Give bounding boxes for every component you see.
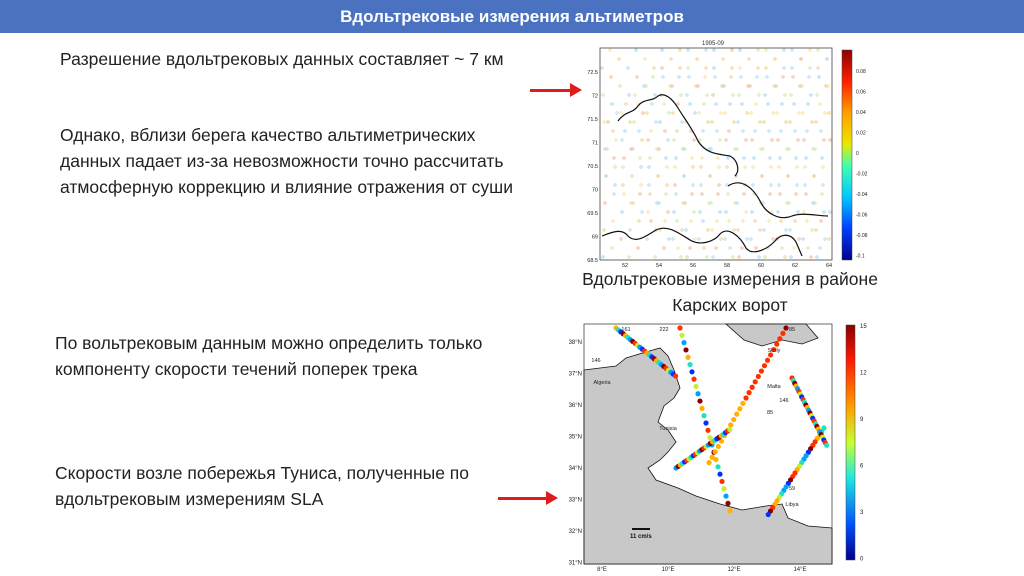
map2-track-label: 161 [621,327,631,333]
map2-place-label: Malta [767,384,781,390]
map1-y-tick: 70 [591,187,598,194]
map1-colorbar-tick: 0.04 [856,110,866,116]
map2-track-point [710,455,715,460]
map2-track-point [677,325,682,330]
page-title: Вдольтрековые измерения альтиметров [0,0,1024,33]
map2-track-point [765,358,770,363]
map2-track-label: 85 [788,327,796,333]
map2-colorbar [846,325,855,560]
map2-track-point [750,385,755,390]
map1-colorbar-tick: 0.06 [856,89,866,96]
map2-track-point [691,377,696,382]
map2-x-tick: 10°E [661,567,675,573]
map1-colorbar-tick: -0.06 [856,212,868,219]
arrow-to-map1 [530,89,572,92]
map2-track-point [746,390,751,395]
map2-track-point [740,401,745,406]
map2-track-point [759,368,764,373]
scale-label: 11 cm/s [630,534,652,540]
map2-y-tick: 33°N [568,497,582,504]
map2-track-point [780,331,785,336]
map2-track-point [719,479,724,484]
arrow-to-map2 [498,497,548,500]
map2-track-point [756,374,761,379]
map2-colorbar-tick: 3 [860,510,864,516]
map2-track-label: 146 [591,358,601,364]
map2-track-point [706,460,711,465]
map2-track-label: 146 [779,398,789,404]
map1-y-tick: 72 [591,93,598,100]
text-velocity-component: По вольтрековым данным можно определить только компоненту скорости течений поперек трека [55,333,483,379]
map2-y-tick: 34°N [568,466,582,472]
map1-colorbar [842,50,852,260]
map2-track-point [725,501,730,506]
map2-colorbar-tick: 6 [860,463,864,470]
map2-x-tick: 12°E [727,567,741,573]
map-tunisia [556,318,886,576]
map2-track-label: 222 [659,327,669,333]
map2-track-point [693,384,698,389]
map1-y-tick: 69.5 [587,211,598,217]
map2-track-point [679,333,684,338]
map1-x-tick: 54 [655,263,663,268]
text-tunisia-velocities: Скорости возле побережья Туниса, полученные по вдольтрековым измерениям SLA [55,463,470,509]
map2-colorbar-tick: 15 [860,324,867,330]
map2-colorbar-tick: 12 [860,370,867,377]
map1-y-tick: 71.5 [587,117,598,123]
map2-track-point [743,395,748,400]
map2-track-point [705,428,710,433]
map2-track-point [699,406,704,411]
map1-colorbar-tick: 0.08 [856,69,866,75]
map1-y-tick: 68.5 [587,258,598,264]
map2-track-label: 59 [788,486,796,492]
map2-track-point [774,342,779,347]
map2-colorbar-tick: 9 [860,417,864,423]
map2-track-point [762,363,767,368]
map1-colorbar-tick: 0 [856,151,859,157]
map1-colorbar-tick: -0.02 [856,171,868,178]
map1-y-tick: 70.5 [587,164,598,170]
map1-y-tick: 69 [591,234,598,241]
map2-place-label: Libya [785,502,799,508]
map2-track-point [824,443,829,448]
map2-track-point [727,427,732,432]
map1-x-tick: 64 [825,263,833,268]
text-coastal-quality: Однако, вблизи берега качество альтиметрических данных падает из-за невозможности точно рассчитать атмосферную коррекцию и влияние отражения от суши [60,125,513,197]
map2-y-tick: 37°N [568,371,582,378]
map2-place-label: Tunisia [659,426,677,432]
map2-track-point [728,422,733,427]
map2-track-point [723,493,728,498]
map2-track-point [673,373,678,378]
map2-y-tick: 38°N [568,340,582,346]
map2-track-point [695,391,700,396]
map2-track-point [777,336,782,341]
map2-track-point [727,508,732,513]
map1-colorbar-tick: -0.04 [856,192,868,198]
map2-track-point [683,347,688,352]
map2-track-point [713,449,718,454]
map1-x-tick: 52 [621,263,629,268]
map2-place-label: Sicily [767,348,781,354]
map2-track-point [731,417,736,422]
map1-colorbar-tick: -0.08 [856,233,868,239]
map2-x-tick: 8°E [597,567,607,573]
map1-x-tick: 60 [757,263,765,268]
map1-title: 1995-09 [701,41,725,47]
map1-x-tick: 62 [791,263,799,268]
map2-y-tick: 31°N [568,560,582,567]
map2-y-tick: 36°N [568,403,582,409]
map2-place-label: Algeria [593,380,611,386]
map1-colorbar-tick: 0.02 [856,130,866,137]
map1-colorbar-tick: -0.1 [856,253,865,260]
map2-track-point [701,413,706,418]
map2-x-tick: 14°E [793,567,807,573]
text-resolution: Разрешение вдольтрековых данных составляет ~ 7 км [60,49,504,69]
map2-track-point [685,355,690,360]
map-kara-gates [580,36,870,268]
map2-track-point [703,420,708,425]
map1-y-tick: 72.5 [587,70,598,76]
map2-track-point [689,369,694,374]
map1-caption: Вдольтрековые измерения в районе Карских ворот [582,269,878,315]
map2-track-point [766,512,771,517]
map2-track-point [715,464,720,469]
map2-track-point [721,486,726,491]
map2-track-label: 85 [766,410,774,416]
map2-track-point [717,472,722,477]
map2-track-point [681,340,686,345]
map2-colorbar-tick: 0 [860,556,864,563]
map2-y-tick: 32°N [568,529,582,535]
map2-y-tick: 35°N [568,434,582,441]
map2-track-point [783,325,788,330]
map2-track-point [734,412,739,417]
map1-x-tick: 56 [689,263,697,268]
map2-track-point [697,398,702,403]
map1-x-tick: 58 [723,263,731,268]
map2-track-point [716,444,721,449]
scale-bar [632,528,650,530]
map1-y-tick: 71 [591,140,598,147]
map2-track-point [753,379,758,384]
map2-track-point [737,406,742,411]
map2-track-point [687,362,692,367]
